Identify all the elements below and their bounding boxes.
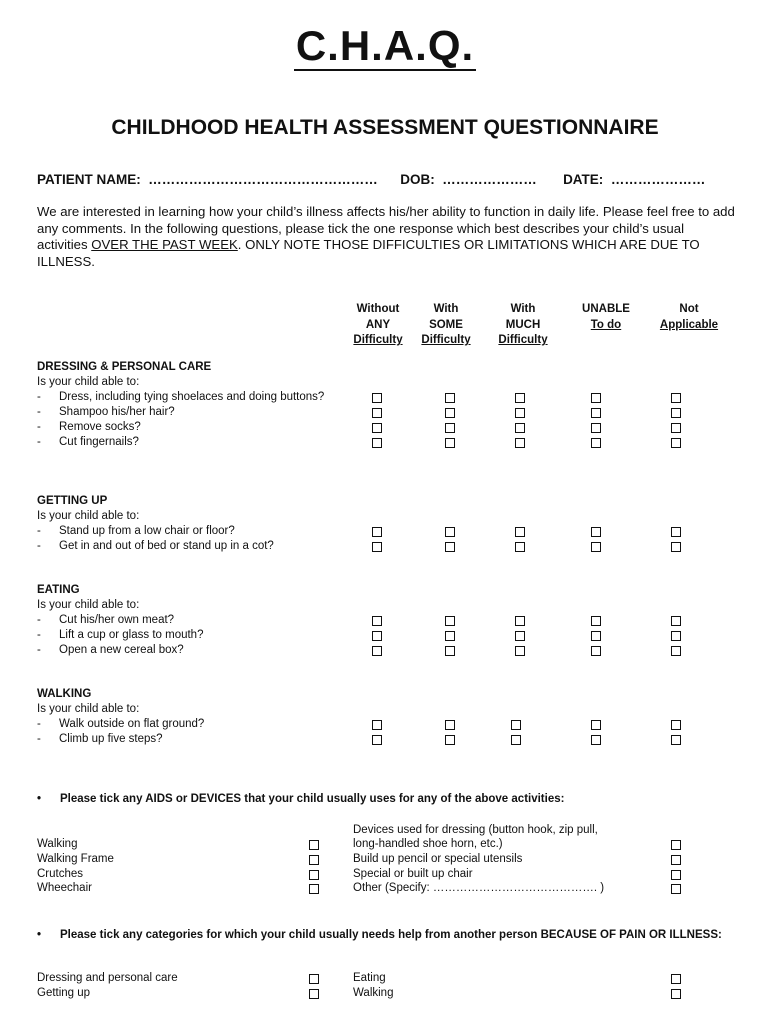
aid-item-crutches: Crutches	[37, 868, 84, 880]
checkbox-not-applicable[interactable]	[671, 720, 681, 730]
checkbox-with-much[interactable]	[515, 393, 525, 403]
col-header-line: UNABLE	[582, 303, 630, 315]
checkbox-not-applicable[interactable]	[671, 527, 681, 537]
help-prompt-text: Please tick any categories for which your child usually needs help from another person BECAUSE OF PAIN OR ILLNESS:	[60, 929, 722, 941]
checkbox-with-some[interactable]	[445, 646, 455, 656]
aids-prompt	[37, 793, 737, 805]
checkbox-with-some[interactable]	[445, 438, 455, 448]
intro-text-1: We are interested in learning how your child’s illness affects his/her ability to function in daily life. Please feel free to add any comments. In the following questions, please tick the one response which best describes your child’s usual activities	[37, 204, 735, 252]
device-checkbox[interactable]	[671, 884, 681, 894]
checkbox-not-applicable[interactable]	[671, 631, 681, 641]
checkbox-with-much[interactable]	[515, 542, 525, 552]
checkbox-without-any[interactable]	[372, 616, 382, 626]
bullet: •	[37, 929, 42, 941]
section-subtitle-eating: Is your child able to:	[37, 599, 140, 611]
help-prompt	[37, 928, 737, 943]
question-text: Remove socks?	[59, 421, 141, 433]
patient-name-field[interactable]: ……………………………………………	[148, 172, 378, 187]
device-checkbox[interactable]	[671, 840, 681, 850]
checkbox-not-applicable[interactable]	[671, 616, 681, 626]
col-header-line: ANY	[365, 318, 391, 331]
help-checkbox[interactable]	[671, 974, 681, 984]
aids-prompt-text: Please tick any AIDS or DEVICES that your child usually uses for any of the above activities:	[60, 793, 565, 805]
help-item-getting-up: Getting up	[37, 987, 91, 999]
section-subtitle-dressing: Is your child able to:	[37, 376, 140, 388]
aid-checkbox[interactable]	[309, 870, 319, 880]
checkbox-unable[interactable]	[591, 631, 601, 641]
column-header-not-applicable	[648, 302, 730, 333]
aid-checkbox[interactable]	[309, 884, 319, 894]
help-checkbox[interactable]	[309, 989, 319, 999]
checkbox-not-applicable[interactable]	[671, 646, 681, 656]
question-text: Cut fingernails?	[59, 436, 139, 448]
checkbox-not-applicable[interactable]	[671, 542, 681, 552]
checkbox-with-much[interactable]	[515, 631, 525, 641]
column-header-without-any	[340, 302, 416, 349]
checkbox-with-some[interactable]	[445, 616, 455, 626]
document-subtitle: CHILDHOOD HEALTH ASSESSMENT QUESTIONNAIRE	[111, 116, 659, 139]
question-text: Lift a cup or glass to mouth?	[59, 629, 204, 641]
document-title	[0, 22, 770, 70]
date-field[interactable]: …………………	[610, 172, 706, 187]
question-text: Shampoo his/her hair?	[59, 406, 175, 418]
dob-field[interactable]: …………………	[442, 172, 537, 187]
checkbox-without-any[interactable]	[372, 646, 382, 656]
checkbox-with-some[interactable]	[445, 393, 455, 403]
checkbox-not-applicable[interactable]	[671, 438, 681, 448]
section-subtitle-walking: Is your child able to:	[37, 703, 140, 715]
checkbox-with-much[interactable]	[515, 438, 525, 448]
aid-checkbox[interactable]	[309, 855, 319, 865]
devices-dressing-line-2: long-handled shoe horn, etc.)	[353, 838, 503, 850]
question-item: - Dress, including tying shoelaces and doing buttons?	[37, 391, 325, 403]
column-header-with-some	[410, 302, 482, 349]
checkbox-with-some[interactable]	[445, 423, 455, 433]
checkbox-unable[interactable]	[591, 527, 601, 537]
checkbox-unable[interactable]	[591, 720, 601, 730]
checkbox-with-some[interactable]	[445, 720, 455, 730]
checkbox-unable[interactable]	[591, 423, 601, 433]
checkbox-without-any[interactable]	[372, 438, 382, 448]
question-item: - Open a new cereal box?	[37, 644, 184, 656]
col-header-line: Without	[356, 303, 400, 315]
question-item: - Walk outside on flat ground?	[37, 718, 205, 730]
col-header-line: To do	[590, 318, 622, 331]
help-item-eating: Eating	[353, 972, 386, 984]
section-title-dressing: DRESSING & PERSONAL CARE	[37, 361, 212, 373]
checkbox-without-any[interactable]	[372, 527, 382, 537]
question-item: - Cut fingernails?	[37, 436, 139, 448]
checkbox-unable[interactable]	[591, 438, 601, 448]
device-checkbox[interactable]	[671, 870, 681, 880]
checkbox-with-much[interactable]	[515, 408, 525, 418]
col-header-line: Applicable	[659, 318, 719, 331]
dob-label: DOB:	[400, 172, 435, 187]
col-header-line: Difficulty	[421, 334, 471, 346]
column-header-unable	[570, 302, 642, 333]
help-checkbox[interactable]	[309, 974, 319, 984]
question-item: - Climb up five steps?	[37, 733, 163, 745]
question-text: Dress, including tying shoelaces and doing buttons?	[59, 391, 325, 403]
patient-name-label: PATIENT NAME:	[37, 172, 141, 187]
checkbox-without-any[interactable]	[372, 423, 382, 433]
question-item: - Get in and out of bed or stand up in a cot?	[37, 540, 274, 552]
checkbox-without-any[interactable]	[372, 393, 382, 403]
device-item: Build up pencil or special utensils	[353, 853, 523, 865]
col-header-line: With	[510, 303, 536, 315]
checkbox-with-some[interactable]	[445, 542, 455, 552]
checkbox-without-any[interactable]	[372, 631, 382, 641]
checkbox-unable[interactable]	[591, 393, 601, 403]
checkbox-not-applicable[interactable]	[671, 393, 681, 403]
intro-paragraph	[37, 204, 737, 270]
col-header-line: Difficulty	[353, 334, 403, 346]
question-text: Cut his/her own meat?	[59, 614, 175, 626]
aid-item-wheelchair: Wheechair	[37, 882, 92, 894]
aid-item-walking-frame: Walking Frame	[37, 853, 114, 865]
aid-item-walking: Walking	[37, 838, 78, 850]
question-text: Get in and out of bed or stand up in a cot?	[59, 540, 274, 552]
question-item: - Cut his/her own meat?	[37, 614, 175, 626]
checkbox-with-some[interactable]	[445, 735, 455, 745]
checkbox-without-any[interactable]	[372, 735, 382, 745]
col-header-line: MUCH	[505, 318, 541, 331]
question-item: - Remove socks?	[37, 421, 141, 433]
checkbox-not-applicable[interactable]	[671, 408, 681, 418]
checkbox-without-any[interactable]	[372, 408, 382, 418]
checkbox-with-much[interactable]	[515, 616, 525, 626]
date-label: DATE:	[563, 172, 604, 187]
checkbox-with-some[interactable]	[445, 631, 455, 641]
checkbox-with-much[interactable]	[515, 423, 525, 433]
checkbox-with-some[interactable]	[445, 527, 455, 537]
checkbox-with-much[interactable]	[511, 720, 521, 730]
section-title-walking: WALKING	[37, 688, 92, 700]
aid-checkbox[interactable]	[309, 840, 319, 850]
question-text: Climb up five steps?	[59, 733, 163, 745]
checkbox-not-applicable[interactable]	[671, 423, 681, 433]
device-checkbox[interactable]	[671, 855, 681, 865]
title-text: C.H.A.Q.	[295, 22, 475, 69]
checkbox-unable[interactable]	[591, 408, 601, 418]
checkbox-with-much[interactable]	[511, 735, 521, 745]
question-text: Walk outside on flat ground?	[59, 718, 205, 730]
question-item: - Lift a cup or glass to mouth?	[37, 629, 204, 641]
col-header-line: Not	[679, 303, 699, 315]
checkbox-with-much[interactable]	[515, 646, 525, 656]
checkbox-unable[interactable]	[591, 646, 601, 656]
section-subtitle-getting-up: Is your child able to:	[37, 510, 140, 522]
checkbox-with-some[interactable]	[445, 408, 455, 418]
checkbox-without-any[interactable]	[372, 720, 382, 730]
section-title-eating: EATING	[37, 584, 80, 596]
col-header-line: SOME	[429, 318, 463, 331]
device-item: Special or built up chair	[353, 868, 473, 880]
intro-text-2: . ONLY NOTE THOSE DIFFICULTIES OR LIMITATIONS WHICH ARE DUE TO ILLNESS.	[37, 237, 700, 269]
help-item-dressing: Dressing and personal care	[37, 972, 178, 984]
col-header-line: With	[433, 303, 459, 315]
checkbox-with-much[interactable]	[515, 527, 525, 537]
checkbox-unable[interactable]	[591, 616, 601, 626]
bullet: •	[37, 793, 42, 805]
question-text: Open a new cereal box?	[59, 644, 184, 656]
checkbox-unable[interactable]	[591, 735, 601, 745]
devices-dressing-line-1: Devices used for dressing (button hook, zip pull,	[353, 824, 598, 836]
device-item: Other (Specify: ……………………………………. )	[353, 882, 605, 894]
question-item: - Shampoo his/her hair?	[37, 406, 175, 418]
question-item: - Stand up from a low chair or floor?	[37, 525, 235, 537]
section-title-getting-up: GETTING UP	[37, 495, 108, 507]
checkbox-unable[interactable]	[591, 542, 601, 552]
checkbox-not-applicable[interactable]	[671, 735, 681, 745]
checkbox-without-any[interactable]	[372, 542, 382, 552]
intro-underlined: OVER THE PAST WEEK	[91, 237, 238, 252]
patient-info-row	[37, 172, 705, 187]
help-item-walking: Walking	[353, 987, 394, 999]
col-header-line: Difficulty	[498, 334, 548, 346]
column-header-with-much	[487, 302, 559, 349]
question-text: Stand up from a low chair or floor?	[59, 525, 235, 537]
help-checkbox[interactable]	[671, 989, 681, 999]
